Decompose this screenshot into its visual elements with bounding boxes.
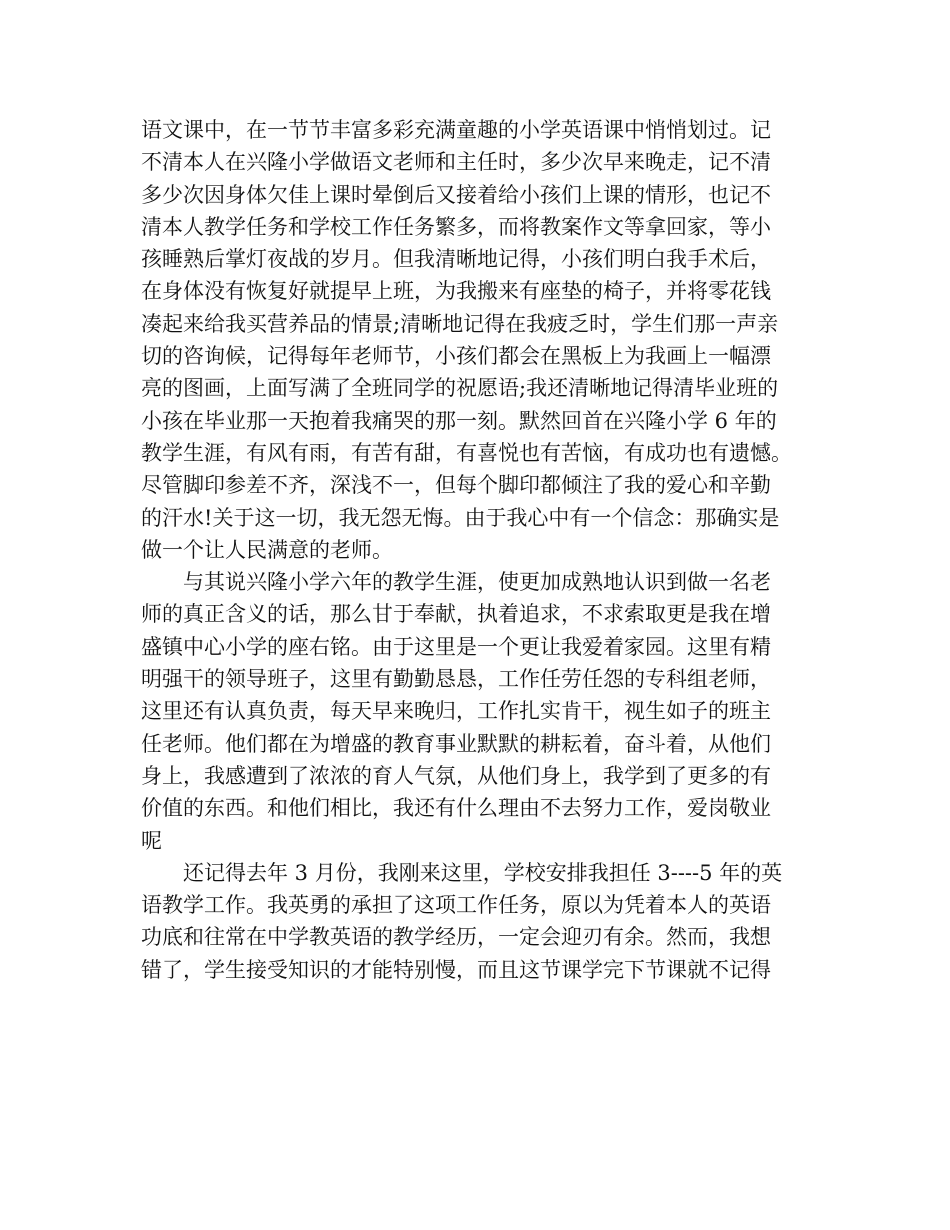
text-line: 这里还有认真负责，每天早来晚归，工作扎实肯干，视生如子的班主 [141, 699, 771, 724]
text-line: 师的真正含义的话，那么甘于奉献，执着追求，不求索取更是我在增 [141, 602, 771, 627]
text-line: 语文课中，在一节节丰富多彩充满童趣的小学英语课中悄悄划过。记 [141, 118, 771, 142]
text-line: 价值的东西。和他们相比，我还有什么理由不去努力工作，爱岗敬业 [141, 796, 771, 821]
text-line: 清本人教学任务和学校工作任务繁多，而将教案作文等拿回家，等小 [141, 214, 771, 239]
text-line: 凑起来给我买营养品的情景;清晰地记得在我疲乏时，学生们那一声亲 [141, 311, 779, 336]
text-line: 在身体没有恢复好就提早上班，为我搬来有座垫的椅子，并将零花钱 [141, 279, 771, 304]
text-line: 身上，我感遭到了浓浓的育人气氛，从他们身上，我学到了更多的有 [141, 763, 771, 788]
document-body [141, 114, 831, 986]
text-line: 多少次因身体欠佳上课时晕倒后又接着给小孩们上课的情形，也记不 [141, 182, 771, 207]
text-line: 孩睡熟后掌灯夜战的岁月。但我清晰地记得，小孩们明白我手术后， [141, 247, 771, 272]
text-line: 功底和往常在中学教英语的教学经历，一定会迎刃有余。然而，我想 [141, 925, 771, 950]
text-line: 不清本人在兴隆小学做语文老师和主任时，多少次早来晚走，记不清 [141, 150, 771, 175]
text-line: 亮的图画，上面写满了全班同学的祝愿语;我还清晰地记得清毕业班的 [141, 376, 779, 401]
text-line: 还记得去年 3 月份，我刚来这里，学校安排我担任 3----5 年的英 [183, 860, 783, 885]
text-line: 的汗水!关于这一切，我无怨无悔。由于我心中有一个信念：那确实是 [141, 505, 780, 530]
text-line: 与其说兴隆小学六年的教学生涯，使更加成熟地认识到做一名老 [183, 570, 771, 595]
text-line: 明强干的领导班子，这里有勤勤恳恳，工作任劳任怨的专科组老师， [141, 667, 771, 692]
text-line: 错了，学生接受知识的才能特别慢，而且这节课学完下节课就不记得 [141, 957, 771, 982]
text-line: 教学生涯，有风有雨，有苦有甜，有喜悦也有苦恼，有成功也有遗憾。 [141, 440, 792, 465]
text-line: 小孩在毕业那一天抱着我痛哭的那一刻。默然回首在兴隆小学 6 年的 [141, 408, 777, 433]
text-line: 语教学工作。我英勇的承担了这项工作任务，原以为凭着本人的英语 [141, 893, 771, 918]
text-line: 切的咨询候，记得每年老师节，小孩们都会在黑板上为我画上一幅漂 [141, 344, 771, 369]
text-line: 做一个让人民满意的老师。 [141, 537, 393, 562]
text-line: 任老师。他们都在为增盛的教育事业默默的耕耘着，奋斗着，从他们 [141, 731, 771, 756]
text-line: 尽管脚印参差不齐，深浅不一，但每个脚印都倾注了我的爱心和辛勤 [141, 473, 771, 498]
text-line: 盛镇中心小学的座右铭。由于这里是一个更让我爱着家园。这里有精 [141, 634, 771, 659]
text-line: 呢 [141, 828, 162, 853]
